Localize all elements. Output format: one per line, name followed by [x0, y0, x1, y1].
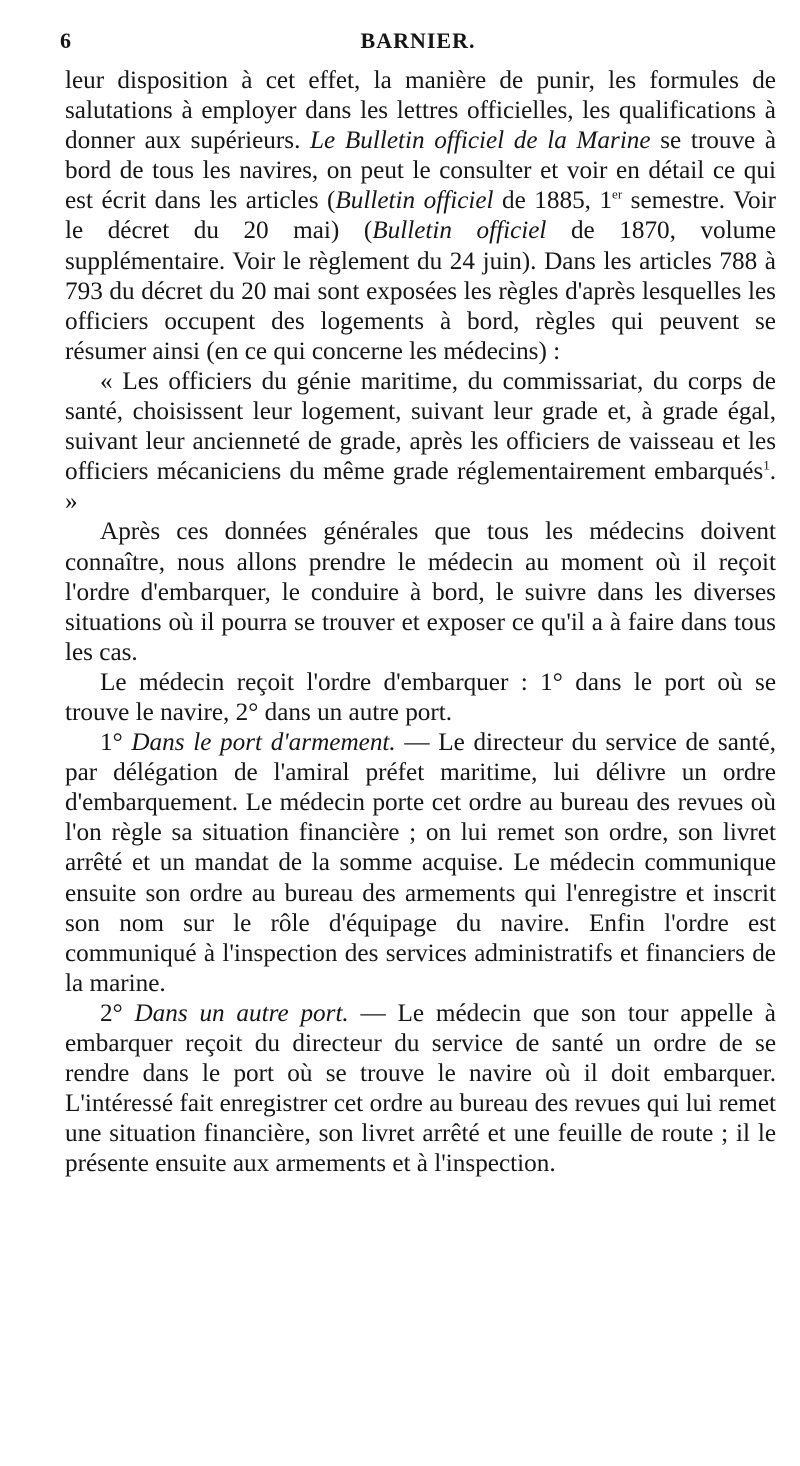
italic-text: Dans un autre port.: [134, 999, 349, 1027]
text-run: semestre. Voir le décret du 20 mai) (: [65, 187, 776, 245]
paragraph: [65, 66, 776, 367]
text-run: se trouve à bord de tous les navires, on peut le consulter et voir en détail ce qui est écrit dans les articles (: [65, 127, 777, 215]
paragraph: [65, 728, 776, 999]
page-number: 6: [60, 28, 71, 53]
italic-text: Le Bulletin officiel de la Marine: [310, 127, 651, 155]
text-run: « Les officiers du génie maritime, du commissariat, du corps de santé, choisissent leur logement, suivant leur grade et, à grade égal, suivant leur ancienneté de grade, après les officiers de vaisseau et les officiers mécaniciens du même grade réglementairement embarqués: [65, 367, 776, 486]
text-run: — Le médecin que son tour appelle à embarquer reçoit du directeur du service de santé un ordre de se rendre dans le port où se trouve le navire où il doit embarquer. L'intéressé fait enregistrer cet ordre au bureau des revues qui lui remet une situation financière, son livret arrêté et une feuille de route ; il le présente ensuite aux armements et à l'inspection.: [65, 999, 776, 1178]
text-run: — Le directeur du service de santé, par délégation de l'amiral préfet maritime, lui délivre un ordre d'embarquement. Le médecin porte cet ordre au bureau des revues où l'on règle sa situation financière ; on lui remet son ordre, son livret arrêté et un mandat de la somme acquise. Le médecin communique ensuite son ordre au bureau des armements qui l'enregistre et inscrit son nom sur le rôle d'équipage du navire. Enfin l'ordre est communiqué à l'inspection des services administratifs et financiers de la marine.: [65, 729, 776, 997]
italic-text: Bulletin officiel: [335, 187, 494, 215]
text-run: de 1885, 1: [493, 187, 613, 215]
paragraph: [65, 999, 776, 1180]
superscript: 1: [763, 457, 770, 473]
text-run: Après ces données générales que tous les médecins doivent connaître, nous allons prendre le médecin au moment où il reçoit l'ordre d'embarquer, le conduire à bord, le suivre dans les diverses situations où il pourra se trouver et exposer ce qu'il a à faire dans tous les cas.: [65, 518, 776, 666]
text-run: . »: [65, 458, 776, 516]
text-run: de 1870, volume supplémentaire. Voir le règlement du 24 juin). Dans les articles 788 à 793 du décret du 20 mai sont exposées les règles d'après lesquelles les officiers occupent des logements à bord, règles qui peuvent se résumer ainsi (en ce qui concerne les médecins) :: [65, 217, 776, 365]
text-run: 2°: [100, 999, 135, 1027]
superscript: er: [612, 186, 623, 202]
body-text: [65, 66, 776, 1179]
running-head: [60, 28, 776, 62]
running-title: BARNIER.: [360, 28, 476, 53]
paragraph: [65, 668, 776, 728]
text-run: leur disposition à cet effet, la manière de punir, les formules de salutations à employer dans les lettres officielles, les qualifications à donner aux supérieurs.: [65, 67, 776, 155]
paragraph: [65, 517, 776, 667]
text-run: 1°: [100, 729, 132, 757]
text-run: Le médecin reçoit l'ordre d'embarquer : 1° dans le port où se trouve le navire, 2° dans un autre port.: [65, 668, 776, 726]
italic-text: Bulletin officiel: [372, 217, 547, 245]
italic-text: Dans le port d'armement.: [131, 729, 396, 757]
paragraph: [65, 367, 776, 517]
